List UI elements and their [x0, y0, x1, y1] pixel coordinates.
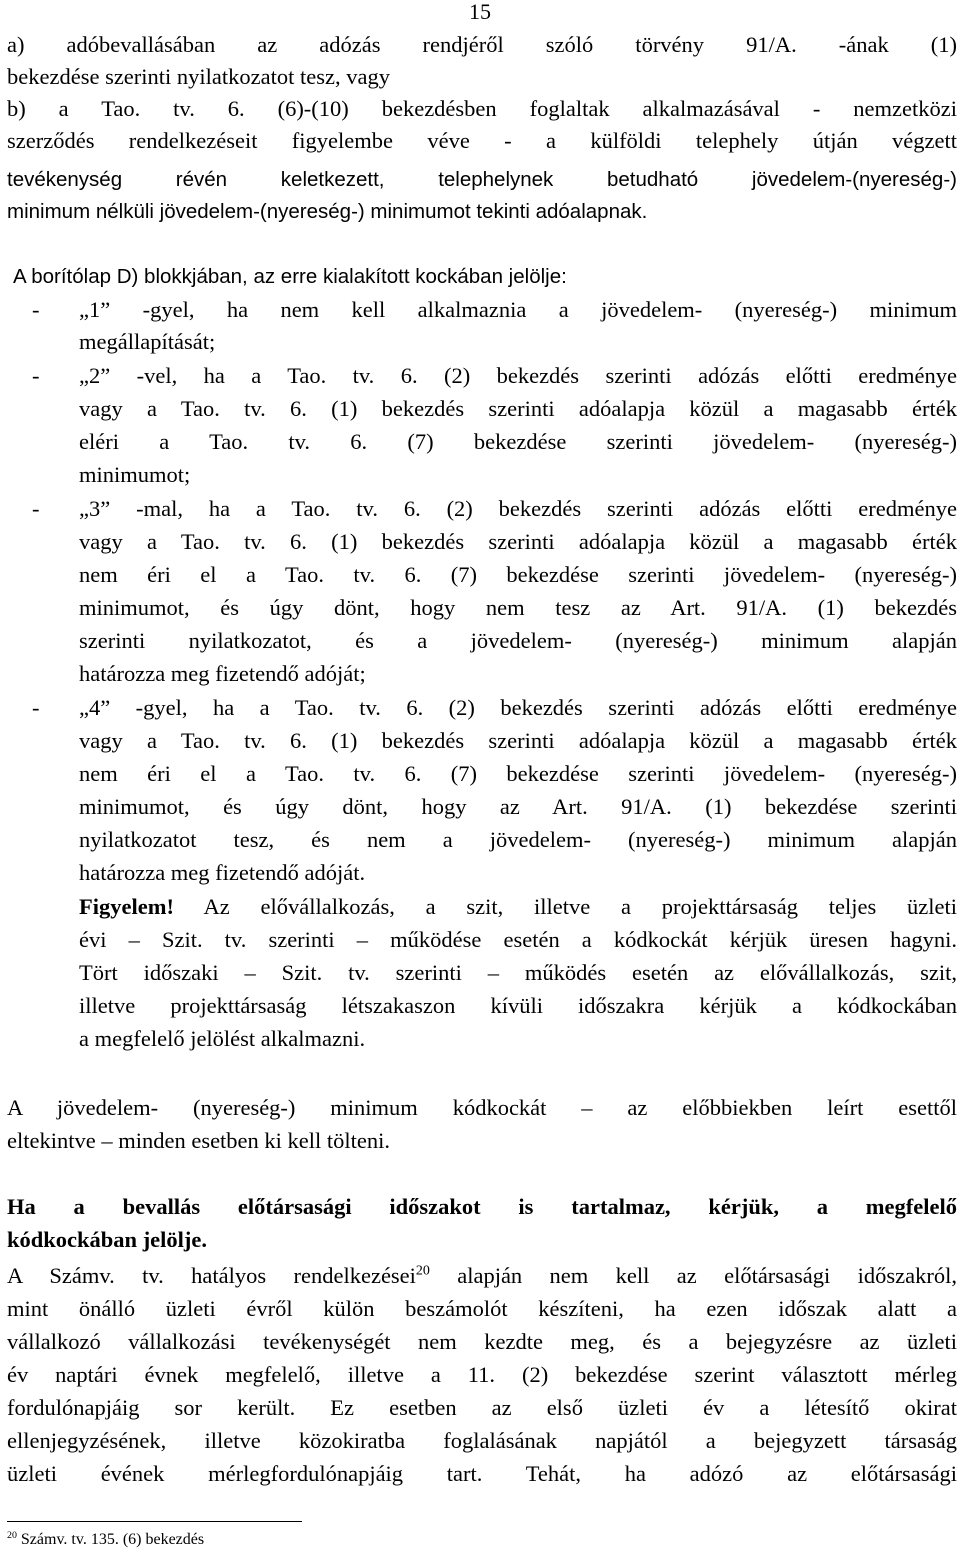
notice-line: a megfelelő jelölést alkalmazni.: [79, 1026, 366, 1051]
list-item-line: minimumot;: [79, 462, 191, 487]
list-intro: A borítólap D) blokkjában, az erre kialakított kockában jelölje:: [13, 265, 567, 288]
notice-line: évi – Szit. tv. szerinti – működése esetén a kódkockát kérjük üresen hagyni.: [79, 927, 957, 952]
text-line: [7, 1261, 957, 1291]
list-item-line: „3” -mal, ha a Tao. tv. 6. (2) bekezdés szerinti adózás előtti eredménye: [79, 496, 957, 521]
list-item-line: minimumot, és úgy dönt, hogy az Art. 91/A. (1) bekezdése szerinti: [79, 794, 957, 819]
list-item-line: „1” -gyel, ha nem kell alkalmaznia a jövedelem- (nyereség-) minimum: [79, 297, 957, 322]
text-line: fordulónapjáig sor került. Ez esetben az első üzleti év a létesítő okirat: [7, 1395, 957, 1420]
text-line: bekezdése szerinti nyilatkozatot tesz, vagy: [7, 64, 390, 89]
list-item-line: nem éri el a Tao. tv. 6. (7) bekezdése szerinti jövedelem- (nyereség-): [79, 761, 957, 786]
list-item-line: vagy a Tao. tv. 6. (1) bekezdés szerinti adóalapja közül a magasabb érték: [79, 396, 957, 421]
footnote-rule: [7, 1521, 302, 1522]
footnote-ref: 20: [415, 1263, 430, 1279]
list-item-line: határozza meg fizetendő adóját;: [79, 661, 366, 686]
list-dash: -: [32, 363, 40, 388]
text-line: szerződés rendelkezéseit figyelembe véve - a külföldi telephely útján végzett: [7, 128, 957, 153]
list-item-line: „4” -gyel, ha a Tao. tv. 6. (2) bekezdés szerinti adózás előtti eredménye: [79, 695, 957, 720]
page-number: 15: [469, 0, 491, 24]
text-line: minimum nélküli jövedelem-(nyereség-) minimumot tekinti adóalapnak.: [7, 200, 648, 223]
text-line: üzleti évének mérlegfordulónapjáig tart. Tehát, ha adózó az előtársasági: [7, 1461, 957, 1486]
text-span: A Számv. tv. hatályos rendelkezései: [7, 1263, 416, 1288]
footnote-text: Számv. tv. 135. (6) bekezdés: [16, 1531, 205, 1548]
text-span: alapján nem kell az előtársasági időszakról,: [429, 1263, 957, 1288]
text-line: tevékenység révén keletkezett, telephelynek betudható jövedelem-(nyereség-): [7, 168, 957, 191]
text-line: b) a Tao. tv. 6. (6)-(10) bekezdésben foglaltak alkalmazásával - nemzetközi: [7, 96, 957, 121]
list-item-line: vagy a Tao. tv. 6. (1) bekezdés szerinti adóalapja közül a magasabb érték: [79, 529, 957, 554]
text-line: vállalkozó vállalkozási tevékenységét nem kezdte meg, és a bejegyzésre az üzleti: [7, 1329, 957, 1354]
list-item-line: határozza meg fizetendő adóját.: [79, 860, 366, 885]
text-line: eltekintve – minden esetben ki kell tölteni.: [7, 1128, 391, 1153]
list-item-line: megállapítását;: [79, 329, 216, 354]
list-item-line: vagy a Tao. tv. 6. (1) bekezdés szerinti adóalapja közül a magasabb érték: [79, 728, 957, 753]
list-item-line: minimumot, és úgy dönt, hogy nem tesz az Art. 91/A. (1) bekezdés: [79, 595, 957, 620]
list-dash: -: [32, 496, 40, 521]
list-item-line: szerinti nyilatkozatot, és a jövedelem- (nyereség-) minimum alapján: [79, 628, 957, 653]
list-item-line: nyilatkozatot tesz, és nem a jövedelem- (nyereség-) minimum alapján: [79, 827, 957, 852]
notice-line: Tört időszaki – Szit. tv. szerinti – működés esetén az elővállalkozás, szit,: [79, 960, 957, 985]
notice-line: [79, 892, 957, 922]
text-line: mint önálló üzleti évről külön beszámolót készíteni, ha ezen időszak alatt a: [7, 1296, 957, 1321]
list-dash: -: [32, 297, 40, 322]
list-dash: -: [32, 695, 40, 720]
list-item-line: nem éri el a Tao. tv. 6. (7) bekezdése szerinti jövedelem- (nyereség-): [79, 562, 957, 587]
footnote-number: 20: [7, 1530, 17, 1542]
notice-text: Az elővállalkozás, a szit, illetve a projekttársaság teljes üzleti: [173, 894, 957, 919]
text-line: év naptári évnek megfelelő, illetve a 11. (2) bekezdése szerint választott mérleg: [7, 1362, 957, 1387]
text-line: ellenjegyzésének, illetve közokiratba foglalásának napjától a bejegyzett társaság: [7, 1428, 957, 1453]
footnote: [7, 1529, 204, 1551]
notice-label: Figyelem!: [79, 894, 174, 919]
text-line: A jövedelem- (nyereség-) minimum kódkockát – az előbbiekben leírt esettől: [7, 1095, 957, 1120]
list-item-line: „2” -vel, ha a Tao. tv. 6. (2) bekezdés szerinti adózás előtti eredménye: [79, 363, 957, 388]
bold-heading-line: Ha a bevallás előtársasági időszakot is tartalmaz, kérjük, a megfelelő: [7, 1194, 957, 1219]
text-line: a) adóbevallásában az adózás rendjéről szóló törvény 91/A. -ának (1): [7, 32, 957, 57]
list-item-line: eléri a Tao. tv. 6. (7) bekezdése szerinti jövedelem- (nyereség-): [79, 429, 957, 454]
notice-line: illetve projekttársaság létszakaszon kívüli időszakra kérjük a kódkockában: [79, 993, 957, 1018]
bold-heading-line: kódkockában jelölje.: [7, 1227, 208, 1252]
